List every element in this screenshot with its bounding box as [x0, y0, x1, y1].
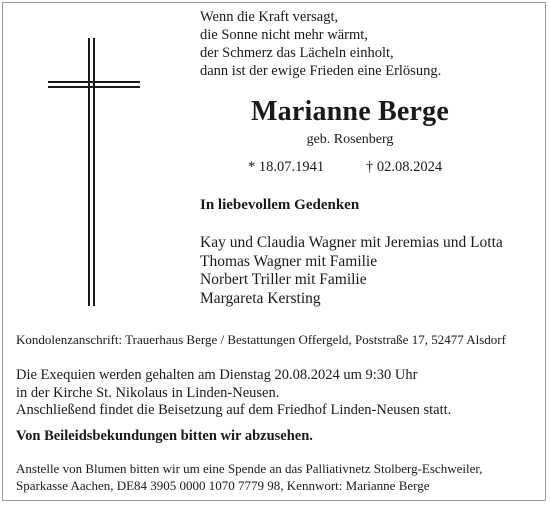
cross-horizontal-bar	[48, 81, 140, 83]
poem	[200, 8, 530, 80]
mourner-line: Margareta Kersting	[200, 289, 321, 307]
mourning-title: In liebevollem Gedenken	[200, 197, 360, 213]
mourner-line: Norbert Triller mit Familie	[200, 271, 367, 288]
deceased-name: Marianne Berge	[251, 96, 449, 127]
poem-line: der Schmerz das Lächeln einholt,	[200, 45, 394, 61]
service-line: Anschließend findet die Beisetzung auf dem Friedhof Linden-Neusen statt.	[16, 402, 452, 418]
condolence-note: Von Beileidsbekundungen bitten wir abzusehen.	[16, 428, 313, 444]
birth-name: geb. Rosenberg	[306, 132, 394, 147]
poem-line: die Sonne nicht mehr wärmt,	[200, 27, 368, 43]
cross-vertical-bar	[93, 38, 95, 306]
donation-line: Sparkasse Aachen, DE84 3905 0000 1070 7779 98, Kennwort: Marianne Berge	[16, 478, 430, 493]
service-line: in der Kirche St. Nikolaus in Linden-Neusen.	[16, 384, 280, 401]
life-dates	[248, 159, 508, 176]
cross-horizontal-bar	[48, 86, 140, 88]
service-info	[16, 367, 541, 420]
mourner-line: Kay und Claudia Wagner mit Jeremias und Lotta	[200, 234, 503, 251]
service-line: Die Exequien werden gehalten am Dienstag 20.08.2024 um 9:30 Uhr	[16, 367, 418, 383]
mourners-list	[200, 234, 545, 308]
mourner-line: Thomas Wagner mit Familie	[200, 252, 378, 270]
poem-line: Wenn die Kraft versagt,	[200, 9, 339, 25]
condolence-address: Kondolenzanschrift: Trauerhaus Berge / Bestattungen Offergeld, Poststraße 17, 52477 Alsdorf	[16, 332, 506, 347]
cross-vertical-bar	[88, 38, 90, 306]
poem-line: dann ist der ewige Frieden eine Erlösung.	[200, 63, 442, 79]
birth-date: * 18.07.1941	[248, 159, 325, 175]
death-date: † 02.08.2024	[366, 159, 443, 175]
donation-info	[16, 460, 541, 494]
donation-line: Anstelle von Blumen bitten wir um eine Spende an das Palliativnetz Stolberg-Eschweiler,	[16, 461, 483, 476]
